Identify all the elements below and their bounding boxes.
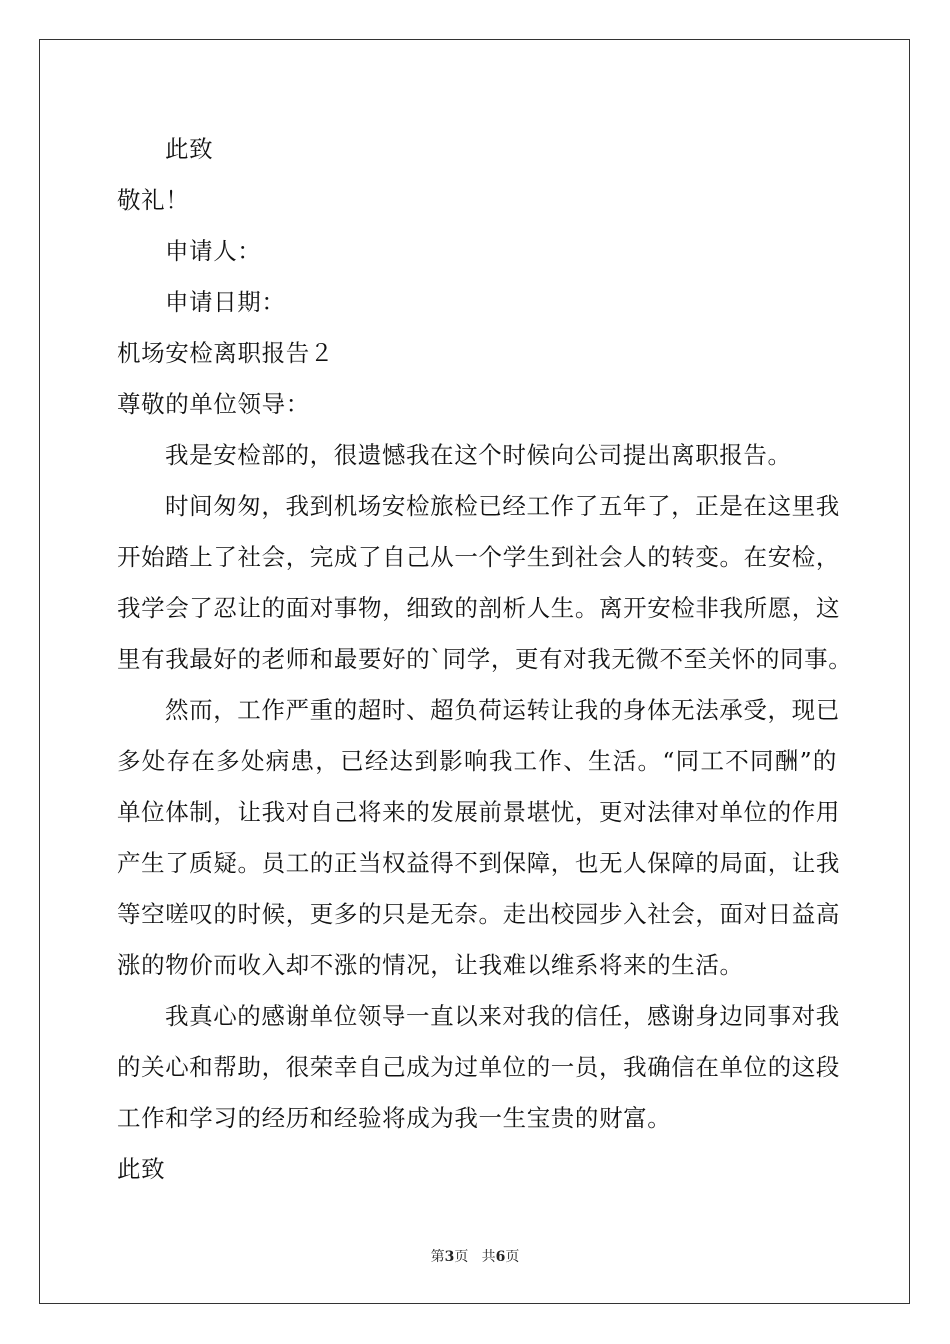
paragraph-2 — [117, 481, 853, 685]
page-prefix: 第 — [430, 1249, 445, 1265]
total-suffix: 页 — [505, 1249, 520, 1265]
paragraph-line: 涨的物价而收入却不涨的情况，让我难以维系将来的生活。 — [117, 951, 744, 979]
salute-line: 敬礼！ — [117, 186, 190, 214]
application-date-label: 申请日期： — [165, 288, 286, 316]
page-footer — [0, 1248, 950, 1266]
paragraph-line: 然而，工作严重的超时、超负荷运转让我的身体无法承受，现已 — [165, 696, 840, 724]
applicant-label: 申请人： — [165, 237, 262, 265]
closing-salutation-bottom: 此致 — [117, 1155, 166, 1183]
page-suffix: 页 — [454, 1249, 469, 1265]
paragraph-line: 等空嗟叹的时候，更多的只是无奈。走出校园步入社会，面对日益高 — [117, 900, 840, 928]
paragraph-line: 的关心和帮助，很荣幸自己成为过单位的一员，我确信在单位的这段 — [117, 1053, 840, 1081]
paragraph-line: 产生了质疑。员工的正当权益得不到保障，也无人保障的局面，让我 — [117, 849, 840, 877]
document-body — [117, 124, 853, 1195]
paragraph-1 — [117, 430, 837, 481]
paragraph-line: 时间匆匆，我到机场安检旅检已经工作了五年了，正是在这里我 — [165, 492, 840, 520]
paragraph-line: 多处存在多处病患，已经达到影响我工作、生活。“同工不同酬”的 — [117, 747, 837, 775]
paragraph-3 — [117, 685, 840, 991]
paragraph-line: 我真心的感谢单位领导一直以来对我的信任，感谢身边同事对我 — [165, 1002, 840, 1030]
paragraph-line: 工作和学习的经历和经验将成为我一生宝贵的财富。 — [117, 1104, 672, 1132]
paragraph-line: 里有我最好的老师和最要好的`同学，更有对我无微不至关怀的同事。 — [117, 645, 853, 673]
page-number: 3 — [444, 1249, 455, 1265]
section-title: 机场安检离职报告２ — [117, 339, 334, 367]
paragraph-line: 单位体制，让我对自己将来的发展前景堪忧，更对法律对单位的作用 — [117, 798, 840, 826]
closing-salutation: 此致 — [165, 135, 214, 163]
paragraph-4 — [117, 991, 840, 1144]
greeting: 尊敬的单位领导： — [117, 390, 310, 418]
total-prefix: 共 — [481, 1249, 496, 1265]
total-pages: 6 — [495, 1249, 506, 1265]
paragraph-line: 我学会了忍让的面对事物，细致的剖析人生。离开安检非我所愿，这 — [117, 594, 840, 622]
paragraph-line: 开始踏上了社会，完成了自己从一个学生到社会人的转变。在安检， — [117, 543, 840, 571]
paragraph-line: 我是安检部的，很遗憾我在这个时候向公司提出离职报告。 — [165, 441, 792, 469]
